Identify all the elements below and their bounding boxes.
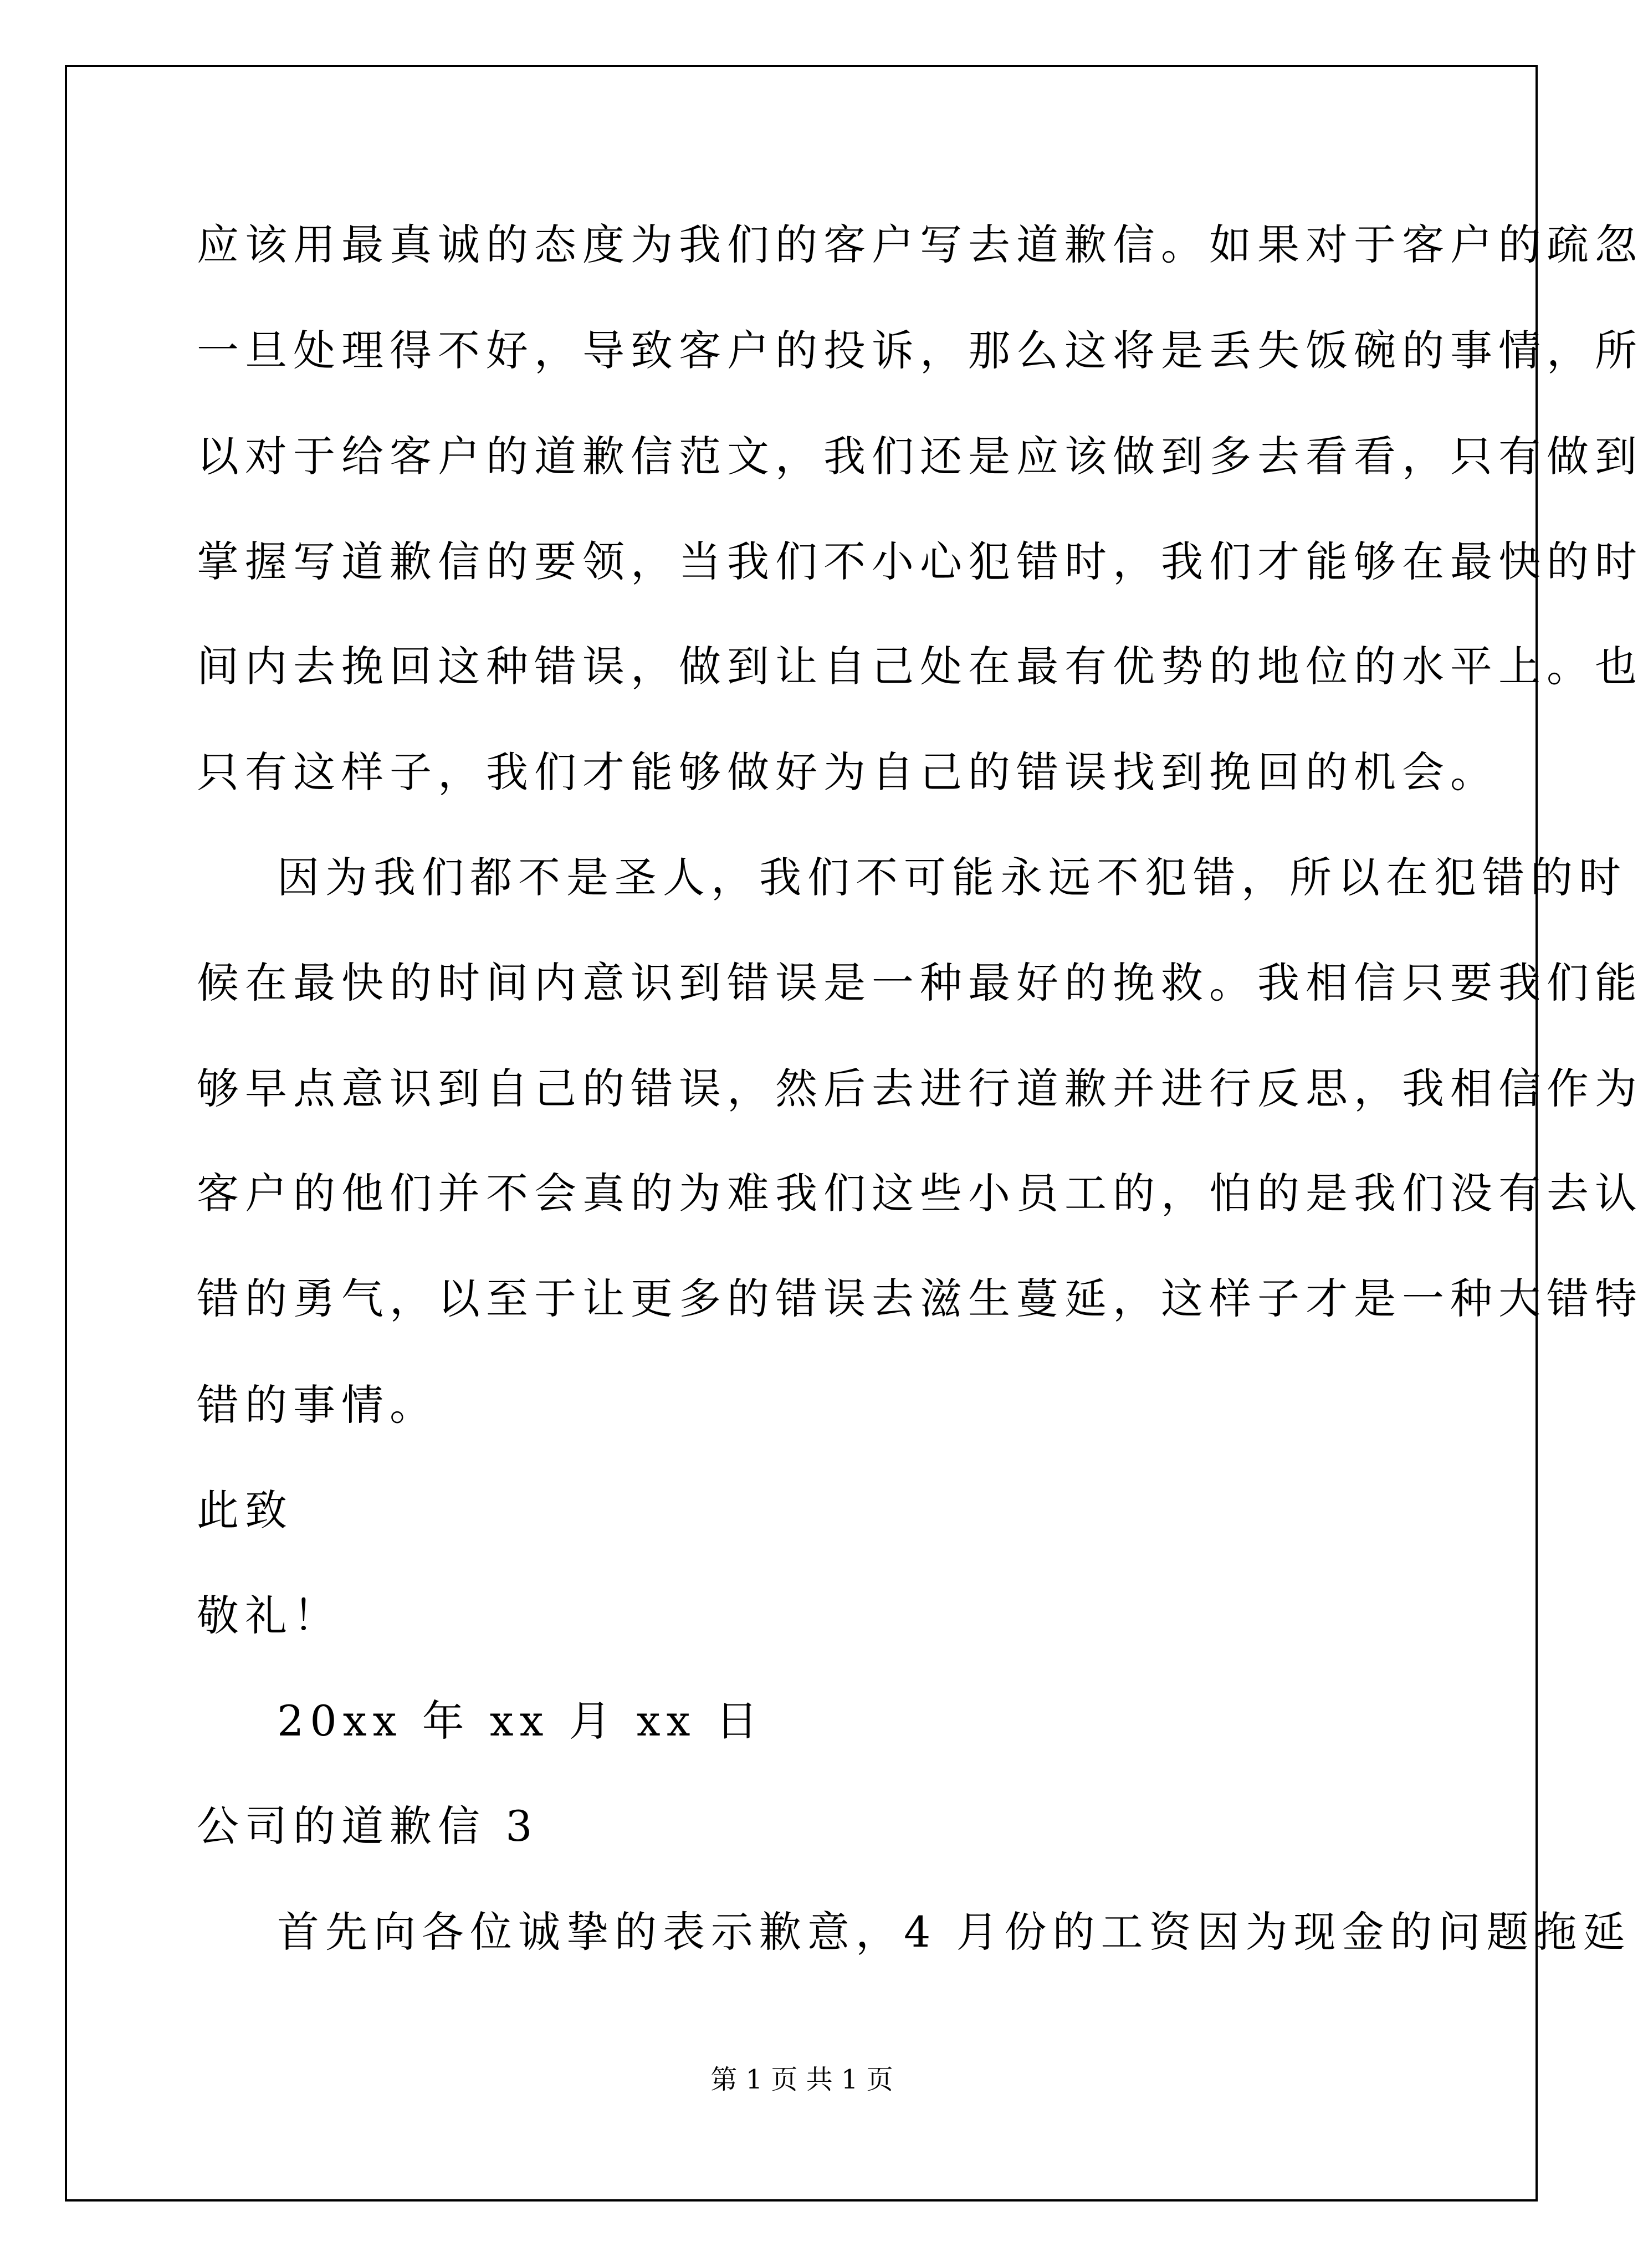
page-footer: 第 1 页 共 1 页: [710, 2064, 893, 2095]
section-title: 公司的道歉信 3: [197, 1801, 539, 1851]
text-line-8: 候在最快的时间内意识到错误是一种最好的挽救。我相信只要我们能: [197, 958, 1643, 1007]
text-line-2: 一旦处理得不好，导致客户的投诉，那么这将是丢失饭碗的事情，所: [197, 326, 1643, 375]
regards-line: 敬礼！: [197, 1591, 341, 1640]
text-line-7: 因为我们都不是圣人，我们不可能永远不犯错，所以在犯错的时: [277, 853, 1627, 902]
text-line-3: 以对于给客户的道歉信范文，我们还是应该做到多去看看，只有做到: [197, 432, 1643, 481]
text-line-11: 错的勇气，以至于让更多的错误去滋生蔓延，这样子才是一种大错特: [197, 1274, 1643, 1323]
text-line-6: 只有这样子，我们才能够做好为自己的错误找到挽回的机会。: [197, 748, 1498, 797]
text-line-4: 掌握写道歉信的要领，当我们不小心犯错时，我们才能够在最快的时: [197, 537, 1643, 586]
text-line-12: 错的事情。: [197, 1380, 438, 1430]
text-line-10: 客户的他们并不会真的为难我们这些小员工的，怕的是我们没有去认: [197, 1169, 1643, 1218]
page-border: [65, 65, 1643, 2202]
text-line-1: 应该用最真诚的态度为我们的客户写去道歉信。如果对于客户的疏忽: [197, 220, 1643, 269]
text-line-9: 够早点意识到自己的错误，然后去进行道歉并进行反思，我相信作为: [197, 1064, 1643, 1113]
text-line-17: 首先向各位诚挚的表示歉意，4 月份的工资因为现金的问题拖延: [277, 1907, 1631, 1957]
salutation-line: 此致: [197, 1486, 293, 1535]
date-line: 20xx 年 xx 月 xx 日: [277, 1696, 764, 1745]
text-line-5: 间内去挽回这种错误，做到让自己处在最有优势的地位的水平上。也: [197, 642, 1643, 691]
